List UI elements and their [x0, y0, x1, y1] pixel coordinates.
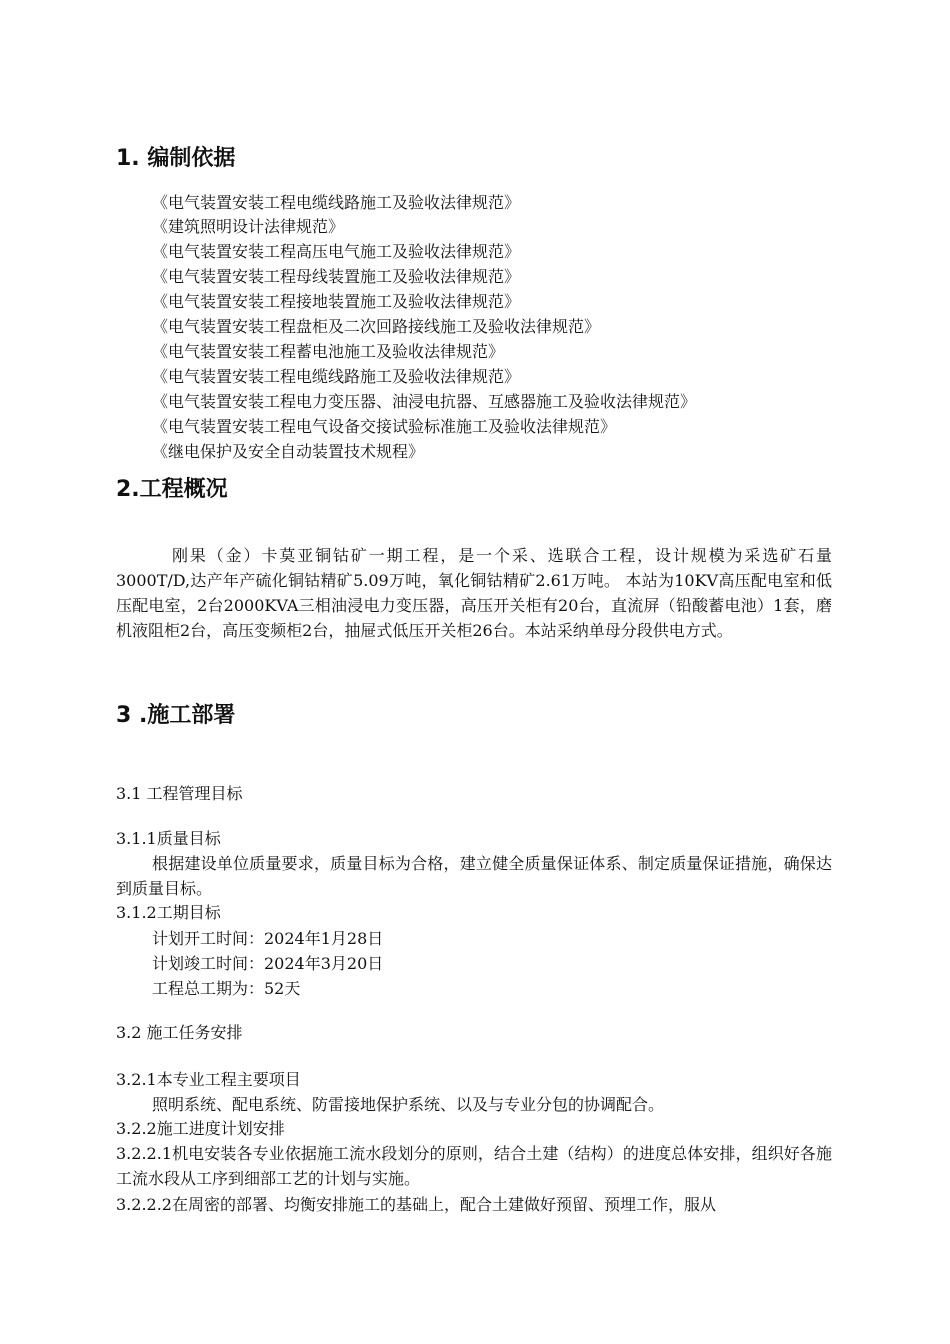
quality-goal-text: 根据建设单位质量要求，质量目标为合格，建立健全质量保证体系、制定质量保证措施，确保达到质量目标。 — [116, 854, 832, 898]
section-3-heading: 3 .施工部署 — [116, 703, 236, 728]
section-1-heading: 1. 编制依据 — [116, 146, 236, 171]
reference-item: 《建筑照明设计法律规范》 — [152, 217, 345, 236]
project-overview-paragraph: 刚果（金）卡莫亚铜钴矿一期工程，是一个采、选联合工程，设计规模为采选矿石量3000T/D,达产年产硫化铜钴精矿5.09万吨，氧化铜钴精矿2.61万吨。 本站为10KV高压配电室和低压配电室，2台2000KVA三相油浸电力变压器，高压开关柜有20台，直流屏（铅酸蓄电池）1套，磨机液阻柜2台，高压变频柜2台，抽屉式低压开关柜26台。本站采纳单母分段供电方式。 — [116, 546, 832, 640]
subsection-3-2-2: 3.2.2施工进度计划安排 — [116, 1119, 285, 1138]
subsection-3-1-1: 3.1.1质量目标 — [116, 829, 221, 848]
section-2-heading: 2.工程概况 — [116, 477, 228, 502]
reference-item: 《电气装置安装工程接地装置施工及验收法律规范》 — [152, 292, 521, 311]
planned-end-date: 计划竣工时间：2024年3月20日 — [152, 954, 384, 973]
reference-item: 《电气装置安装工程电缆线路施工及验收法律规范》 — [152, 367, 521, 386]
subsection-3-2-1: 3.2.1本专业工程主要项目 — [116, 1070, 301, 1089]
planned-start-date: 计划开工时间：2024年1月28日 — [152, 929, 384, 948]
reference-item: 《电气装置安装工程电力变压器、油浸电抗器、互感器施工及验收法律规范》 — [152, 392, 697, 411]
subsection-3-1-2: 3.1.2工期目标 — [116, 903, 221, 922]
subsection-3-2: 3.2 施工任务安排 — [116, 1023, 243, 1042]
total-duration: 工程总工期为：52天 — [152, 979, 301, 998]
subsection-3-1: 3.1 工程管理目标 — [116, 784, 243, 803]
reference-item: 《电气装置安装工程电气设备交接试验标准施工及验收法律规范》 — [152, 417, 617, 436]
main-items-text: 照明系统、配电系统、防雷接地保护系统、以及与专业分包的协调配合。 — [152, 1095, 665, 1114]
reference-item: 《电气装置安装工程高压电气施工及验收法律规范》 — [152, 242, 521, 261]
subsection-3-2-2-2: 3.2.2.2在周密的部署、均衡安排施工的基础上，配合土建做好预留、预埋工作，服从 — [116, 1195, 716, 1214]
reference-item: 《继电保护及安全自动装置技术规程》 — [152, 442, 425, 461]
subsection-3-2-2-1: 3.2.2.1机电安装各专业依据施工流水段划分的原则，结合土建（结构）的进度总体安排，组织好各施工流水段从工序到细部工艺的计划与实施。 — [116, 1144, 832, 1188]
reference-item: 《电气装置安装工程蓄电池施工及验收法律规范》 — [152, 342, 505, 361]
reference-item: 《电气装置安装工程电缆线路施工及验收法律规范》 — [152, 193, 521, 212]
reference-item: 《电气装置安装工程盘柜及二次回路接线施工及验收法律规范》 — [152, 317, 601, 336]
reference-item: 《电气装置安装工程母线装置施工及验收法律规范》 — [152, 267, 521, 286]
